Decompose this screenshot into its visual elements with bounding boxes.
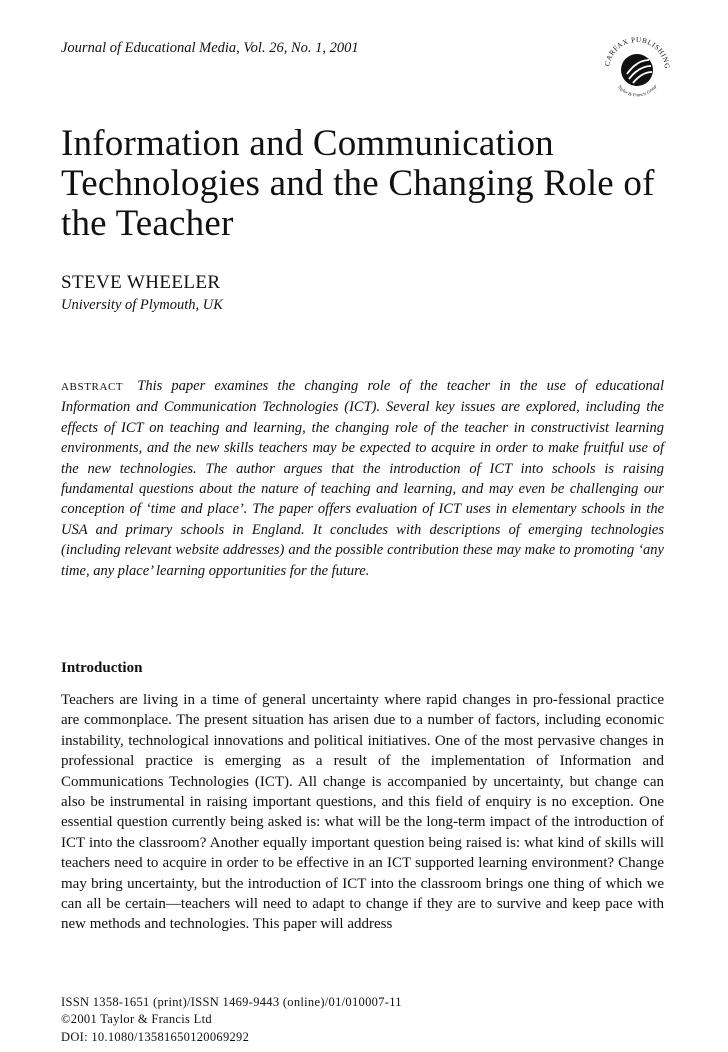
doi-line: DOI: 10.1080/13581650120069292 <box>61 1029 250 1044</box>
author-affiliation: University of Plymouth, UK <box>61 297 223 313</box>
publication-footer <box>61 994 402 1046</box>
abstract <box>61 376 664 581</box>
article-title: Information and Communication Technologies and the Changing Role of the Teacher <box>61 123 655 244</box>
author-name: STEVE WHEELER <box>61 272 221 293</box>
issn-line: ISSN 1358-1651 (print)/ISSN 1469-9443 (online)/01/010007-11 <box>61 995 402 1009</box>
journal-citation: Journal of Educational Media, Vol. 26, No. 1, 2001 <box>61 40 359 56</box>
abstract-text: This paper examines the changing role of the teacher in the use of educational Information and Communication Technologies (ICT). Several key issues are explored, including the effects of ICT on teaching and learning, the changing role of the teacher in constructivist learning environments, and the new skills teachers may be expected to acquire in order to make fruitful use of the new technologies. The author argues that the introduction of ICT into schools is raising fundamental questions about the nature of teaching and learning, and may even be challenging our conception of ‘time and place’. The paper offers evaluation of ICT uses in elementary schools in the USA and primary schools in England. It concludes with descriptions of emerging technologies (including relevant website addresses) and the possible contribution these may make to promoting ‘any time, any place’ learning opportunities for the future. <box>61 378 664 579</box>
introduction-paragraph: Teachers are living in a time of general uncertainty where rapid changes in pro-fessional practice are commonplace. The present situation has arisen due to a number of factors, including economic instability, technological innovations and political initiatives. One of the most pervasive changes in professional practice is emerging as a result of the implementation of Information and Communications Technologies (ICT). All change is accompanied by uncertainty, but change can also be instrumental in raising important questions, and this field of enquiry is no exception. One essential question currently being asked is: what will be the long-term impact of the introduction of ICT into the classroom? Another equally important question being raised is: what kind of skills will teachers need to acquire in order to be effective in an ICT supported learning environment? Change may bring uncertainty, but the introduction of ICT into the classroom brings one thing of which we can all be certain—teachers will need to adapt to change if they are to survive and keep pace with new methods and technologies. This paper will address <box>61 692 664 933</box>
logo-subtext: Taylor & Francis Group <box>617 83 658 98</box>
carfax-publishing-logo <box>597 30 677 110</box>
logo-text: CARFAX PUBLISHING <box>603 35 672 70</box>
abstract-label: ABSTRACT <box>61 381 124 393</box>
copyright-line: ©2001 Taylor & Francis Ltd <box>61 1012 212 1027</box>
section-heading-introduction: Introduction <box>61 660 143 676</box>
